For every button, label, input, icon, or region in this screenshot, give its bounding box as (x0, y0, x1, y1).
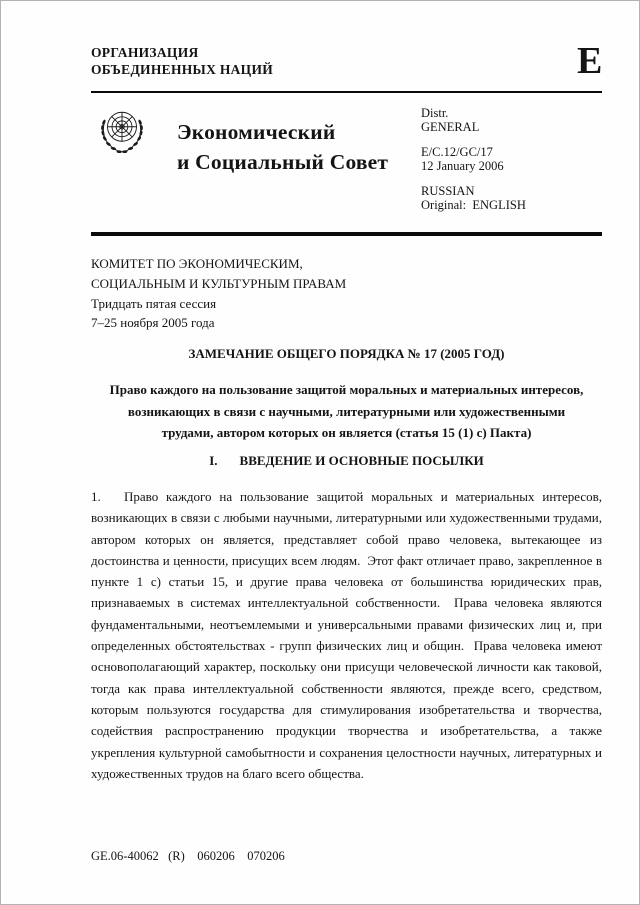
document-symbol: E/C.12/GC/17 (421, 145, 493, 159)
document-date: 12 January 2006 (421, 158, 504, 173)
council-title-line2: и Социальный Совет (177, 150, 389, 174)
document-series-letter: E (577, 40, 603, 82)
header-top-divider (91, 91, 602, 93)
header-bottom-divider (91, 232, 602, 236)
un-emblem-icon (93, 101, 151, 167)
un-org-name-line2: ОБЪЕДИНЕННЫХ НАЦИЙ (91, 61, 274, 77)
footer-reference: GE.06-40062 (R) 060206 070206 (91, 849, 285, 863)
distr-value: GENERAL (421, 119, 480, 134)
committee-name-line1: КОМИТЕТ ПО ЭКОНОМИЧЕСКИМ, (91, 256, 303, 271)
session-title: Тридцать пятая сессия (91, 295, 217, 311)
document-subtitle: Право каждого на пользование защитой моральных и материальных интересов, возникающих в связи с научными, литературными или художественными трудами, автором которых он является (статья 15 (1) с) Пакта) (109, 382, 584, 440)
general-comment-title: ЗАМЕЧАНИЕ ОБЩЕГО ПОРЯДКА № 17 (2005 ГОД) (188, 346, 505, 361)
original-language: Original: ENGLISH (421, 197, 526, 212)
section-heading (91, 453, 602, 469)
document-language: RUSSIAN (421, 184, 475, 198)
document-info-block (421, 107, 526, 212)
un-org-name-line1: ОРГАНИЗАЦИЯ (91, 45, 199, 60)
paragraph-number: 1. (91, 489, 101, 504)
distr-label: Distr. (421, 106, 449, 120)
paragraph-1 (91, 486, 606, 784)
paragraph-text: Право каждого на пользование защитой моральных и материальных интересов, возникающих в связи с любыми научными, литературными или художественными трудами, автором которых он является, представляет собой право человека, вытекающее из достоинства и ценности, присущих всем людям. Этот факт отличает право, закрепленное в пункте 1 с) статьи 15, и другие права человека от большинства юридических прав, признаваемых в системах интеллектуальной собственности. Права человека являются фундаментальными, неотъемлемыми и универсальными правами физических лиц и, при определенных обстоятельствах - групп физических лиц и общин. Права человека имеют основополагающий характер, поскольку они присущи человеческой личности как таковой, тогда как права интеллектуальной собственности являются, прежде всего, средством, которым пользуются государства для стимулирования изобретательства и творчества, содействия распространению продукции творчества и изобретательства, а также укрепления культурной самобытности и сохранения целостности научных, литературных и художественных трудов на благо всего общества. (91, 489, 606, 781)
committee-name-line2: СОЦИАЛЬНЫМ И КУЛЬТУРНЫМ ПРАВАМ (91, 275, 347, 291)
session-block (91, 254, 346, 333)
session-dates: 7–25 ноября 2005 года (91, 315, 215, 331)
council-title-line1: Экономический (177, 120, 336, 144)
section-number: I. (209, 453, 218, 468)
council-title (177, 117, 388, 177)
section-title: ВВЕДЕНИЕ И ОСНОВНЫЕ ПОСЫЛКИ (239, 453, 484, 468)
un-org-name (91, 45, 273, 78)
